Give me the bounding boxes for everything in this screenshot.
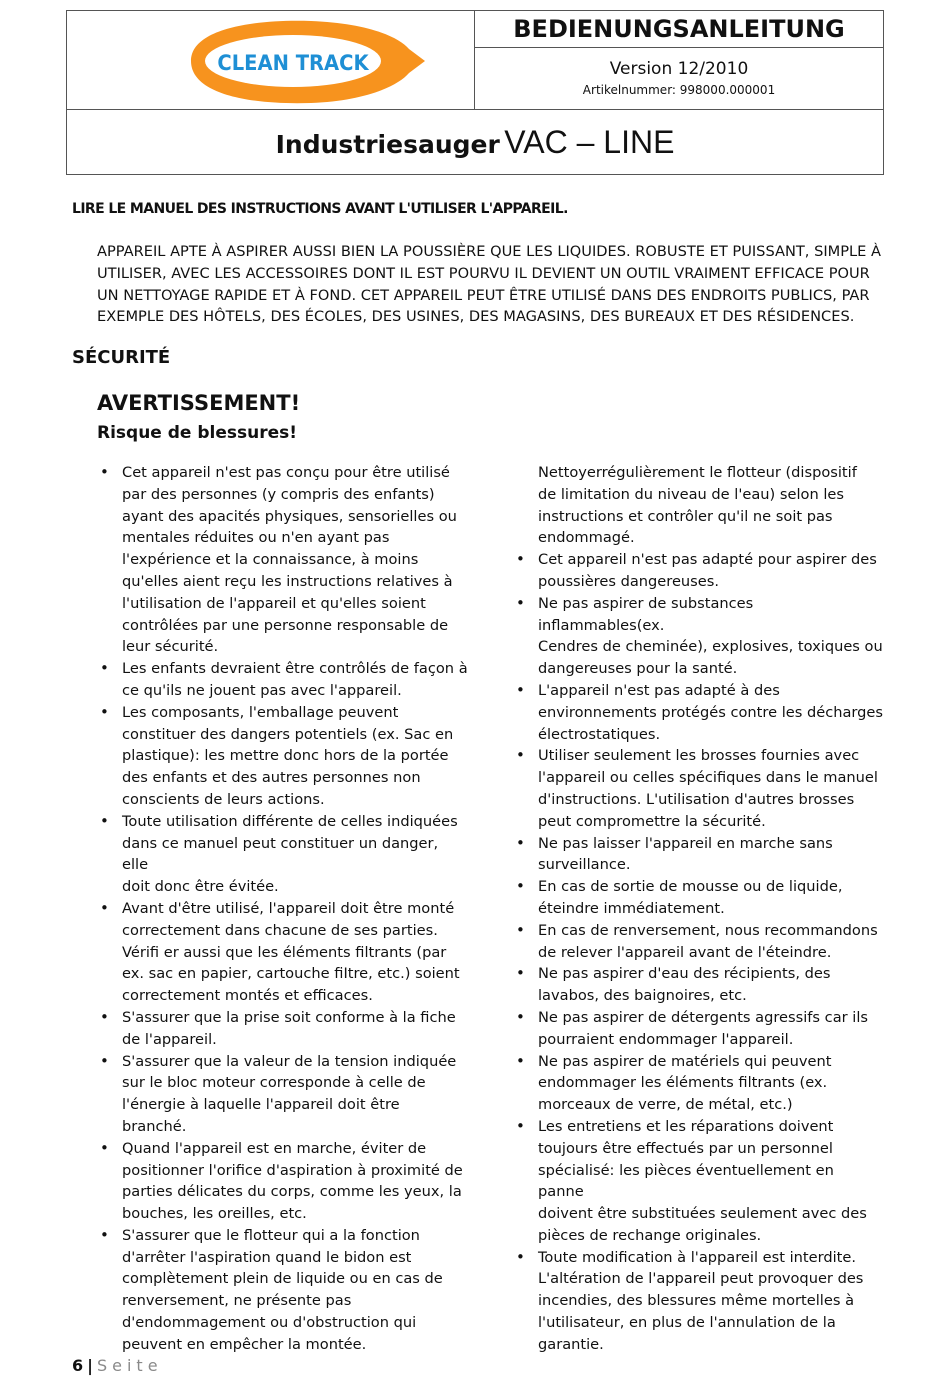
product-name-main: Industriesauger xyxy=(275,130,500,159)
list-item-line: l'utilisateur, en plus de l'annulation de la xyxy=(538,1314,836,1332)
list-item xyxy=(514,833,884,877)
intro-paragraph xyxy=(97,241,887,328)
left-bullet-list xyxy=(98,462,468,1356)
list-item-line: peuvent en empêcher la montée. xyxy=(122,1335,367,1353)
list-item-line: • Les entretiens et les réparations doivent xyxy=(538,1117,834,1135)
list-item-line: • Cet appareil n'est pas conçu pour être utilisé xyxy=(122,464,450,481)
list-item xyxy=(514,876,884,920)
list-item-line: dangereuses pour la santé. xyxy=(538,660,738,678)
list-item-line: toujours être effectués par un personnel xyxy=(538,1139,833,1157)
list-item-line: correctement dans chacune de ses parties. xyxy=(122,921,438,939)
list-item xyxy=(514,680,884,745)
version-text: Version 12/2010 xyxy=(609,59,749,79)
list-item xyxy=(98,658,468,702)
list-item-line: électrostatiques. xyxy=(538,725,661,743)
list-item-line: garantie. xyxy=(538,1335,604,1353)
list-item-line: de limitation du niveau de l'eau) selon les xyxy=(538,485,844,503)
warning-title: AVERTISSEMENT! xyxy=(97,391,301,415)
list-item-line: • Les enfants devraient être contrôlés de façon à xyxy=(122,660,468,678)
intro-line: EXEMPLE DES HÔTELS, DES ÉCOLES, DES USINES, DES MAGASINS, DES BUREAUX ET DES RÉSIDENCES. xyxy=(97,308,855,326)
continued-item xyxy=(514,462,884,549)
list-item-line: • Ne pas aspirer de détergents agressifs car ils xyxy=(538,1008,868,1026)
list-item-line: doivent être substituées seulement avec des xyxy=(538,1205,867,1223)
list-item-line: endommager les éléments filtrants (ex. xyxy=(538,1074,828,1092)
list-item-line: parties délicates du corps, comme les yeux, la xyxy=(122,1183,462,1201)
list-item-line: de l'appareil. xyxy=(122,1030,217,1048)
list-item-line: • Ne pas laisser l'appareil en marche sans xyxy=(538,834,833,852)
list-item-line: • L'appareil n'est pas adapté à des xyxy=(538,681,780,699)
list-item xyxy=(514,1116,884,1247)
list-item-line: d'arrêter l'aspiration quand le bidon est xyxy=(122,1248,412,1266)
list-item-line: • Ne pas aspirer de matériels qui peuvent xyxy=(538,1052,832,1070)
list-item-line: • Toute utilisation différente de celles indiquées xyxy=(122,812,458,830)
list-item-line: • Ne pas aspirer de substances inflammables(ex. xyxy=(538,594,754,634)
page-label: Seite xyxy=(96,1356,163,1375)
list-item-line: bouches, les oreilles, etc. xyxy=(122,1205,307,1223)
version-cell xyxy=(475,48,883,110)
list-item-line: peut compromettre la sécurité. xyxy=(538,812,766,830)
list-item-line: l'énergie à laquelle l'appareil doit être xyxy=(122,1096,400,1114)
list-item-line: l'expérience et la connaissance, à moins xyxy=(122,551,419,569)
list-item xyxy=(514,745,884,832)
list-item xyxy=(98,1138,468,1225)
logo-text: CLEAN TRACK xyxy=(217,50,369,76)
list-item-line: surveillance. xyxy=(538,856,631,874)
list-item-line: l'appareil ou celles spécifiques dans le manuel xyxy=(538,769,878,787)
product-name-line: VAC – LINE xyxy=(504,124,675,160)
list-item xyxy=(514,963,884,1007)
list-item-line: incendies, des blessures même mortelles à xyxy=(538,1292,855,1310)
list-item-line: Nettoyerrégulièrement le flotteur (dispositif xyxy=(538,464,857,481)
list-item-line: positionner l'orifice d'aspiration à proximité de xyxy=(122,1161,463,1179)
footer-separator: | xyxy=(87,1356,93,1375)
list-item-line: mentales réduites ou n'en ayant pas xyxy=(122,529,390,547)
list-item-line: lavabos, des baignoires, etc. xyxy=(538,987,747,1005)
list-item-line: • S'assurer que la prise soit conforme à la fiche xyxy=(122,1008,456,1026)
list-item-line: environnements protégés contre les décharges xyxy=(538,703,884,721)
list-item xyxy=(514,1247,884,1356)
list-item-line: d'endommagement ou d'obstruction qui xyxy=(122,1314,417,1332)
list-item-line: correctement montés et efficaces. xyxy=(122,987,373,1005)
list-item-line: de relever l'appareil avant de l'éteindre. xyxy=(538,943,832,961)
list-item-line: • Utiliser seulement les brosses fournies avec xyxy=(538,747,860,765)
list-item-line: • Toute modification à l'appareil est interdite. xyxy=(538,1248,856,1266)
list-item xyxy=(98,1225,468,1356)
list-item xyxy=(98,462,468,658)
list-item-line: Cendres de cheminée), explosives, toxiques ou xyxy=(538,638,883,656)
list-item-line: spécialisé: les pièces éventuellement en panne xyxy=(538,1161,834,1201)
product-name xyxy=(67,110,883,174)
header-table xyxy=(66,10,884,175)
list-item-line: sur le bloc moteur corresponde à celle de xyxy=(122,1074,426,1092)
list-item xyxy=(514,549,884,593)
list-item-line: • S'assurer que la valeur de la tension indiquée xyxy=(122,1052,457,1070)
clean-track-logo xyxy=(183,15,433,107)
list-item-line: morceaux de verre, de métal, etc.) xyxy=(538,1096,793,1114)
list-item-line: pourraient endommager l'appareil. xyxy=(538,1030,794,1048)
page-number: 6 xyxy=(72,1356,84,1375)
list-item-line: leur sécurité. xyxy=(122,638,219,656)
section-title: SÉCURITÉ xyxy=(72,347,171,368)
list-item-line: l'utilisation de l'appareil et qu'elles soient xyxy=(122,594,426,612)
warning-subtitle: Risque de blessures! xyxy=(97,423,298,443)
list-item-line: doit donc être évitée. xyxy=(122,878,279,896)
list-item-line: qu'elles aient reçu les instructions relatives à xyxy=(122,572,453,590)
list-item-line: ce qu'ils ne jouent pas avec l'appareil. xyxy=(122,681,402,699)
list-item-line: • Avant d'être utilisé, l'appareil doit être monté xyxy=(122,899,455,917)
list-item-line: plastique): les mettre donc hors de la portée xyxy=(122,747,449,765)
read-manual-heading: LIRE LE MANUEL DES INSTRUCTIONS AVANT L'UTILISER L'APPAREIL. xyxy=(72,201,568,217)
list-item-line: endommagé. xyxy=(538,529,635,547)
list-item-line: • Cet appareil n'est pas adapté pour aspirer des xyxy=(538,551,877,569)
list-item-line: éteindre immédiatement. xyxy=(538,899,725,917)
list-item-line: • Quand l'appareil est en marche, éviter de xyxy=(122,1139,427,1157)
list-item xyxy=(514,593,884,680)
list-item-line: • S'assurer que le flotteur qui a la fonction xyxy=(122,1226,420,1244)
list-item-line: constituer des dangers potentiels (ex. Sac en xyxy=(122,725,454,743)
list-item-line: ayant des apacités physiques, sensorielles ou xyxy=(122,507,457,525)
list-item-line: • Ne pas aspirer d'eau des récipients, des xyxy=(538,965,831,983)
list-item xyxy=(514,920,884,964)
right-bullet-list xyxy=(514,462,884,1356)
list-item-line: • En cas de renversement, nous recommandons xyxy=(538,921,878,939)
list-item-line: ex. sac en papier, cartouche fiItre, etc.) soient xyxy=(122,965,460,983)
list-item-line: branché. xyxy=(122,1117,187,1135)
intro-line: UN NETTOYAGE RAPIDE ET À FOND. CET APPAREIL PEUT ÊTRE UTILISÉ DANS DES ENDROITS PUBLICS, PAR xyxy=(97,286,870,304)
manual-title: BEDIENUNGSANLEITUNG xyxy=(475,11,883,48)
list-item-line: contrôlées par une personne responsable de xyxy=(122,616,449,634)
logo-cell xyxy=(67,11,475,110)
intro-line: APPAREIL APTE À ASPIRER AUSSI BIEN LA POUSSIÈRE QUE LES LIQUIDES. ROBUSTE ET PUISSANT, SIMPLE À xyxy=(97,243,882,260)
list-item-line: complètement plein de liquide ou en cas de xyxy=(122,1270,443,1288)
list-item-line: • En cas de sortie de mousse ou de liquide, xyxy=(538,878,843,896)
article-number: Artikelnummer: 998000.000001 xyxy=(582,83,776,97)
intro-line: UTILISER, AVEC LES ACCESSOIRES DONT IL EST POURVU IL DEVIENT UN OUTIL VRAIMENT EFFICACE POUR xyxy=(97,264,870,282)
list-item xyxy=(98,1007,468,1051)
list-item-line: renversement, ne présente pas xyxy=(122,1292,352,1310)
list-item xyxy=(98,1051,468,1138)
list-item xyxy=(98,898,468,1007)
list-item-line: L'altération de l'appareil peut provoquer des xyxy=(538,1270,864,1288)
list-item-line: instructions et contrôler qu'il ne soit pas xyxy=(538,507,833,525)
list-item-line: • Les composants, l'emballage peuvent xyxy=(122,703,399,721)
list-item-line: conscients de leurs actions. xyxy=(122,790,325,808)
list-item-line: pièces de rechange originales. xyxy=(538,1226,762,1244)
list-item-line: par des personnes (y compris des enfants) xyxy=(122,485,435,503)
list-item xyxy=(98,811,468,898)
list-item-line: dans ce manuel peut constituer un danger, elle xyxy=(122,834,439,874)
list-item xyxy=(98,702,468,811)
list-item-line: des enfants et des autres personnes non xyxy=(122,769,421,787)
list-item-line: poussières dangereuses. xyxy=(538,572,720,590)
list-item xyxy=(514,1007,884,1051)
list-item xyxy=(514,1051,884,1116)
list-item-line: Vérifi er aussi que les éléments filtrants (par xyxy=(122,943,447,961)
list-item-line: d'instructions. L'utilisation d'autres brosses xyxy=(538,790,855,808)
page-footer xyxy=(72,1356,163,1375)
